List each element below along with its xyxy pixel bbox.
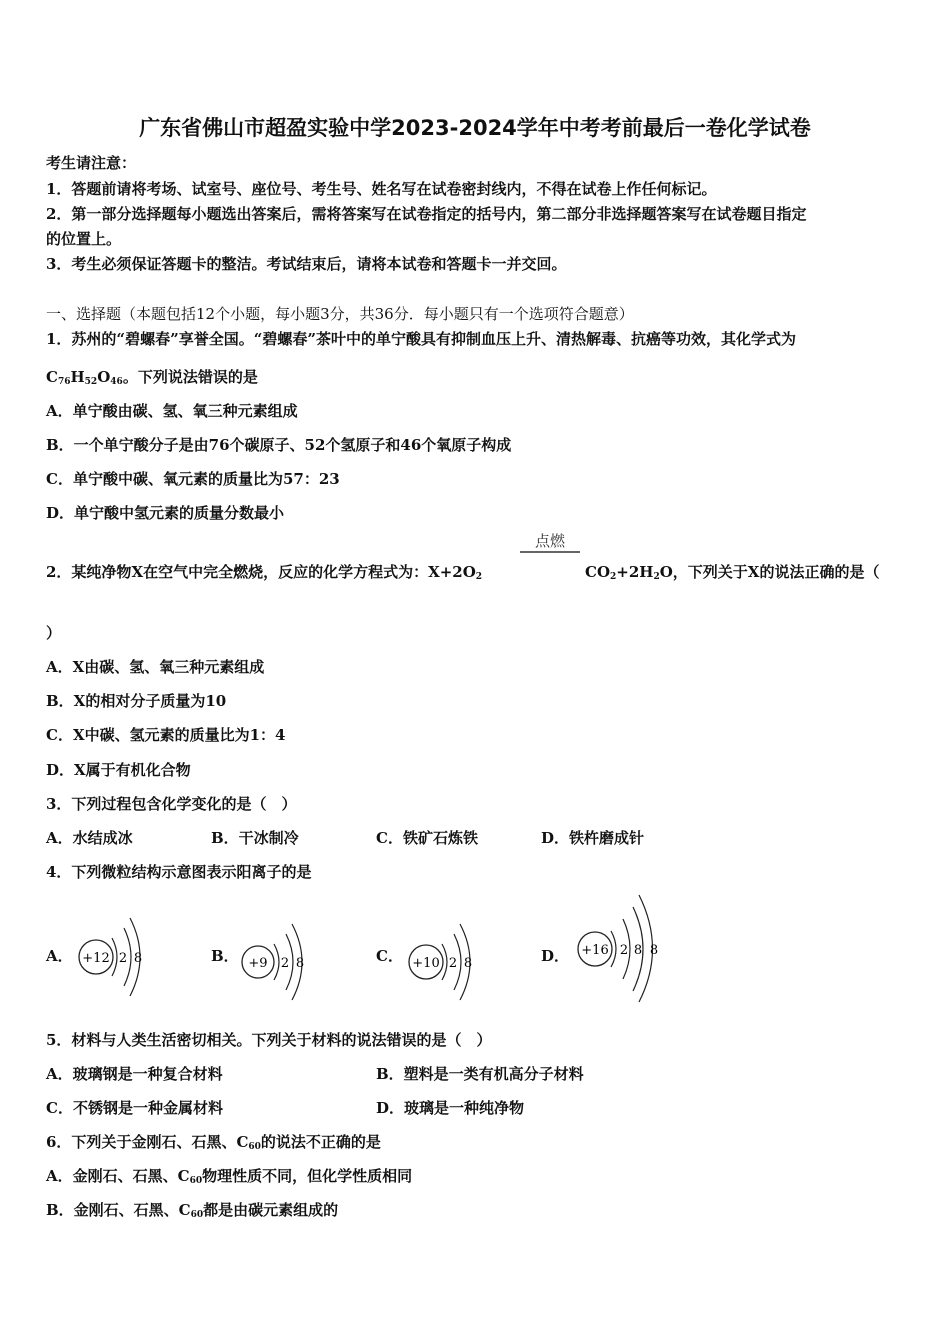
q5-option-d: D．玻璃是一种纯净物 xyxy=(376,1099,525,1117)
nucleus-d: +16 xyxy=(581,943,609,958)
reaction-condition: 点燃 xyxy=(534,532,565,550)
q3-option-c: C．铁矿石炼铁 xyxy=(376,829,478,847)
q6-option-b-tail: 都是由碳元素组成的 xyxy=(203,1201,339,1219)
q4-stem: 4．下列微粒结构示意图表示阳离子的是 xyxy=(46,863,312,881)
q6-option-a-sub: 60 xyxy=(189,1176,203,1186)
q5-option-a: A．玻璃钢是一种复合材料 xyxy=(46,1065,223,1083)
formula-h: H xyxy=(70,368,85,386)
shell-d-2: 8 xyxy=(633,943,643,958)
q1-option-a: A．单宁酸由碳、氢、氧三种元素组成 xyxy=(46,402,298,420)
notice-heading: 考生请注意： xyxy=(46,154,137,172)
reaction-arrow xyxy=(520,551,580,553)
q2-h2o-a: +2H xyxy=(616,563,654,581)
q1-option-c: C．单宁酸中碳、氧元素的质量比为57：23 xyxy=(46,470,340,488)
q4-option-d-label: D． xyxy=(541,947,570,965)
formula-c-sub: 76 xyxy=(57,377,71,387)
nucleus-b: +9 xyxy=(248,956,268,971)
atom-diagram-c xyxy=(405,915,485,1010)
q2-option-a: A．X由碳、氢、氧三种元素组成 xyxy=(46,658,265,676)
q6-option-b-head: B．金刚石、石黑、C xyxy=(46,1201,191,1219)
q3-option-a: A．水结成冰 xyxy=(46,829,133,847)
q6-stem-tail: 的说法不正确的是 xyxy=(260,1133,381,1151)
q4-option-b-label: B． xyxy=(211,947,239,965)
q2-stem-text: 2．某纯净物X在空气中完全燃烧，反应的化学方程式为： xyxy=(46,563,429,581)
q6-option-a xyxy=(46,1165,412,1186)
q1-stem: 1．苏州的“碧螺春”享誉全国。“碧螺春”茶叶中的单宁酸具有抑制血压上升、清热解毒、抗癌等功效，其化学式为 xyxy=(46,330,796,348)
q6-stem-head: 6．下列关于金刚石、石黑、C xyxy=(46,1133,249,1151)
q2-h2o-sub: 2 xyxy=(653,572,660,582)
shell-c-1: 2 xyxy=(448,956,458,971)
q1-option-b: B．一个单宁酸分子是由76个碳原子、52个氢原子和46个氧原子构成 xyxy=(46,436,512,454)
q2-stem-products xyxy=(585,561,879,582)
q2-co: CO xyxy=(585,563,611,581)
q6-option-b xyxy=(46,1199,338,1220)
q2-h2o-b: O，下列关于X的说法正确的是（ xyxy=(659,563,880,581)
q6-option-a-head: A．金刚石、石黑、C xyxy=(46,1167,190,1185)
shell-a-1: 2 xyxy=(118,951,128,966)
q2-reactants: X+2O xyxy=(428,563,476,581)
page-title: 广东省佛山市超盈实验中学2023-2024学年中考考前最后一卷化学试卷 xyxy=(139,116,811,140)
notice-item: 的位置上。 xyxy=(46,230,122,248)
nucleus-a: +12 xyxy=(82,951,110,966)
q2-co-sub: 2 xyxy=(610,572,617,582)
formula-o: O xyxy=(97,368,111,386)
atom-diagram-d xyxy=(574,890,669,1005)
section-heading: 一、选择题（本题包括12个小题，每小题3分，共36分．每小题只有一个选项符合题意） xyxy=(46,305,634,323)
atom-diagram-a xyxy=(74,910,154,1005)
q2-option-c: C．X中碳、氢元素的质量比为1：4 xyxy=(46,726,286,744)
q2-reactants-sub: 2 xyxy=(475,572,483,582)
q4-option-a-label: A． xyxy=(46,947,73,965)
q1-stem-tail: 。下列说法错误的是 xyxy=(122,368,258,386)
shell-a-2: 8 xyxy=(133,951,143,966)
q5-stem: 5．材料与人类生活密切相关。下列关于材料的说法错误的是（ ） xyxy=(46,1031,492,1049)
formula-c: C xyxy=(46,368,58,386)
atom-diagram-b xyxy=(238,915,318,1010)
q3-option-d: D．铁杵磨成针 xyxy=(541,829,645,847)
q6-stem-sub: 60 xyxy=(248,1142,261,1152)
shell-c-2: 8 xyxy=(463,956,473,971)
notice-item: 3．考生必须保证答题卡的整洁。考试结束后，请将本试卷和答题卡一并交回。 xyxy=(46,255,567,273)
q5-option-c: C．不锈钢是一种金属材料 xyxy=(46,1099,223,1117)
shell-d-1: 2 xyxy=(619,943,629,958)
shell-b-1: 2 xyxy=(280,956,290,971)
q2-stem-close: ） xyxy=(46,624,62,642)
notice-item: 2．第一部分选择题每小题选出答案后，需将答案写在试卷指定的括号内，第二部分非选择题答案写在试卷题目指定 xyxy=(46,205,807,223)
q6-stem xyxy=(46,1131,381,1152)
q6-option-a-tail: 物理性质不同，但化学性质相同 xyxy=(202,1167,413,1185)
shell-b-2: 8 xyxy=(295,956,305,971)
q6-option-b-sub: 60 xyxy=(190,1210,204,1220)
q4-option-c-label: C． xyxy=(376,947,403,965)
formula-o-sub: 46 xyxy=(110,377,123,387)
q3-stem: 3．下列过程包含化学变化的是（ ） xyxy=(46,795,297,813)
nucleus-c: +10 xyxy=(412,956,440,971)
q3-option-b: B．干冰制冷 xyxy=(211,829,299,847)
q2-option-b: B．X的相对分子质量为10 xyxy=(46,692,227,710)
q1-formula-line xyxy=(46,366,258,387)
shell-d-3: 8 xyxy=(649,943,659,958)
notice-item: 1．答题前请将考场、试室号、座位号、考生号、姓名写在试卷密封线内，不得在试卷上作任何标记。 xyxy=(46,180,717,198)
q1-option-d: D．单宁酸中氢元素的质量分数最小 xyxy=(46,504,285,522)
formula-h-sub: 52 xyxy=(84,377,98,387)
q2-stem-head xyxy=(46,561,482,582)
q5-option-b: B．塑料是一类有机高分子材料 xyxy=(376,1065,584,1083)
q2-option-d: D．X属于有机化合物 xyxy=(46,761,191,779)
